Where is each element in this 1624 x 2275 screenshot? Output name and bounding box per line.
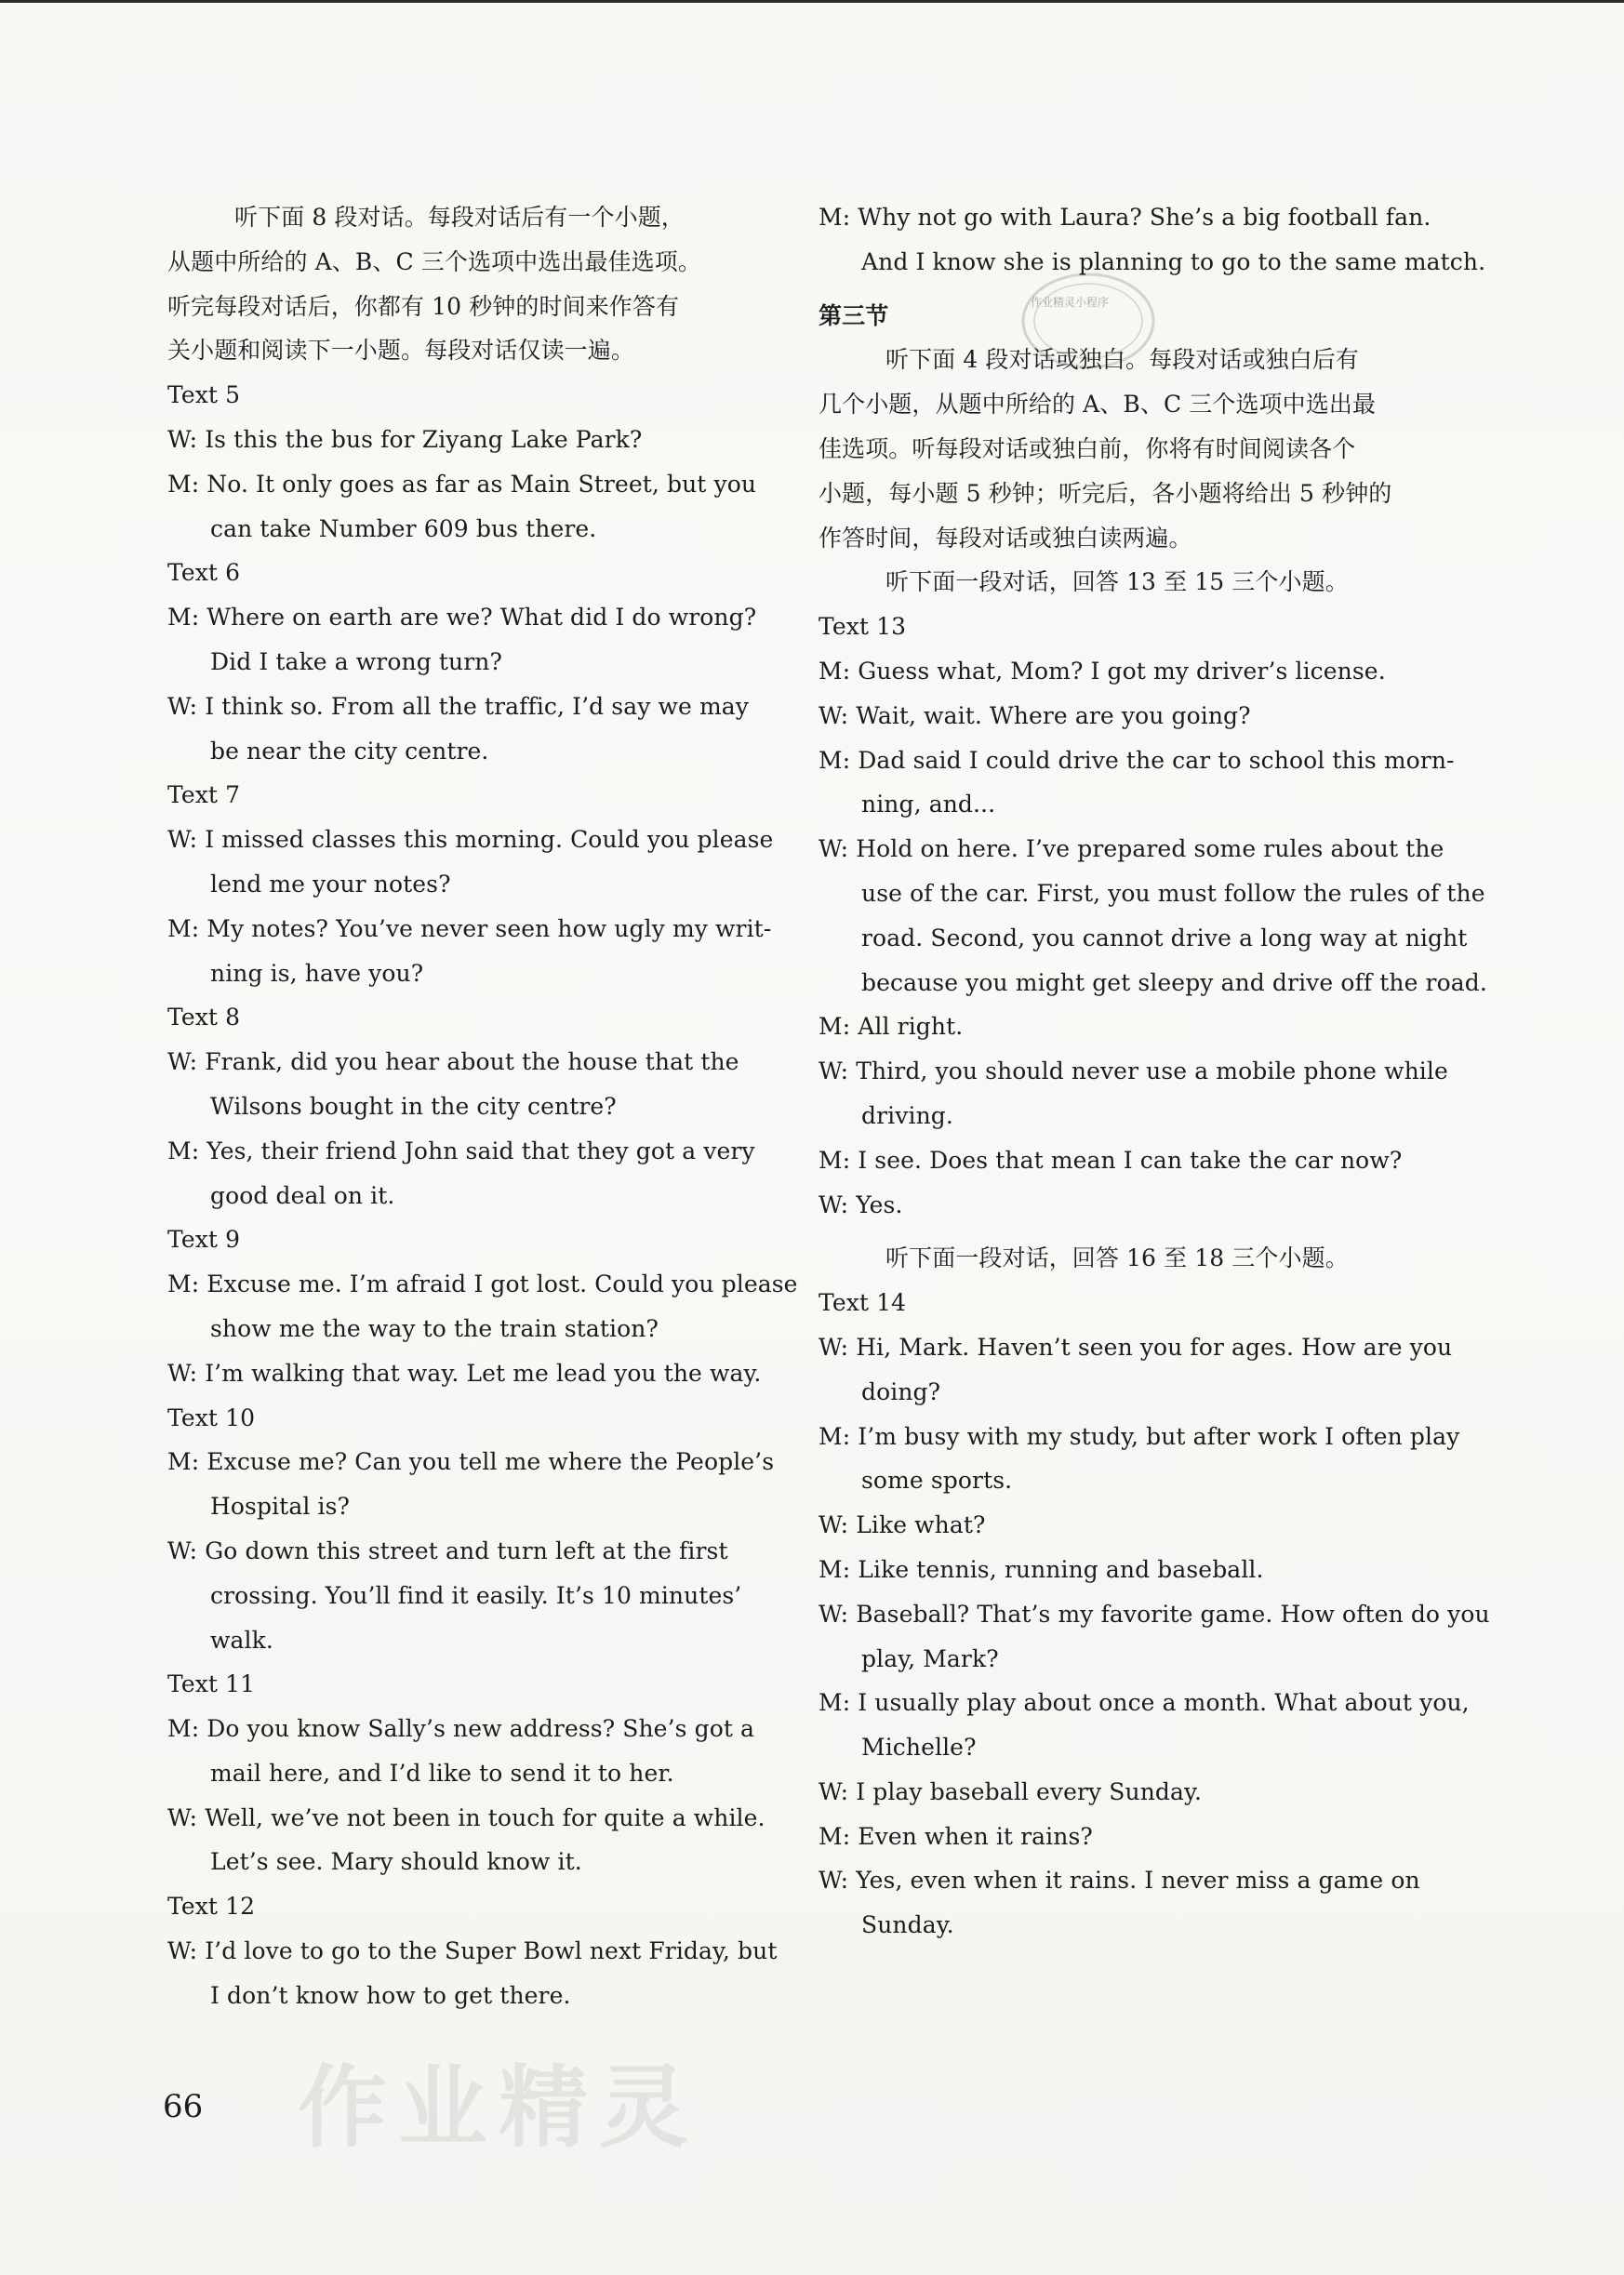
dialogue-line: W: I’d love to go to the Super Bowl next Friday, but — [167, 1937, 778, 1965]
dialogue-line: ning is, have you? — [210, 959, 424, 987]
left-column — [167, 195, 798, 2018]
dialogue-line: M: Excuse me. I’m afraid I got lost. Could you please — [167, 1271, 798, 1298]
dialogue-line: lend me your notes? — [210, 870, 451, 898]
dialogue-line: M: Guess what, Mom? I got my driver’s license. — [819, 657, 1386, 685]
dialogue-line: road. Second, you cannot drive a long way at night — [861, 924, 1468, 951]
text-heading: Text 10 — [167, 1404, 256, 1431]
dialogue-line: Sunday. — [861, 1911, 954, 1939]
text-heading: Text 5 — [167, 381, 241, 409]
dialogue-line: M: Where on earth are we? What did I do wrong? — [167, 604, 757, 632]
dialogue-line: W: Well, we’ve not been in touch for quite a while. — [167, 1803, 765, 1831]
dialogue-line: M: I’m busy with my study, but after work I often play — [819, 1422, 1460, 1450]
dialogue-line: M: My notes? You’ve never seen how ugly my writ- — [167, 914, 772, 942]
dialogue-line: M: Excuse me? Can you tell me where the People’s — [167, 1448, 775, 1476]
dialogue-line: W: I think so. From all the traffic, I’d say we may — [167, 692, 749, 720]
watermark: 作业精灵 — [298, 2055, 699, 2160]
dialogue-line: M: Do you know Sally’s new address? She’s got a — [167, 1715, 755, 1743]
dialogue-line: W: Baseball? That’s my favorite game. How often do you — [819, 1600, 1490, 1628]
text-heading: Text 6 — [167, 559, 241, 587]
dialogue-line: play, Mark? — [861, 1644, 999, 1672]
text-heading: Text 12 — [167, 1893, 256, 1921]
instruction-line: 佳选项。听每段对话或独白前，你将有时间阅读各个 — [819, 434, 1356, 462]
instruction-line: 几个小题，从题中所给的 A、B、C 三个选项中选出最 — [819, 391, 1377, 419]
text-heading: Text 9 — [167, 1226, 241, 1254]
dialogue-line: use of the car. First, you must follow the rules of the — [861, 879, 1485, 907]
dialogue-line: ning, and... — [861, 791, 996, 818]
dialogue-line: W: I missed classes this morning. Could you please — [167, 826, 774, 854]
section-heading: 第三节 — [819, 301, 889, 329]
text-heading: Text 13 — [819, 613, 907, 641]
dialogue-line: W: Is this the bus for Ziyang Lake Park? — [167, 425, 643, 453]
dialogue-line: W: Hi, Mark. Haven’t seen you for ages. How are you — [819, 1333, 1453, 1361]
dialogue-line: show me the way to the train station? — [210, 1314, 659, 1342]
instruction-line: 听下面 4 段对话或独白。每段对话或独白后有 — [885, 346, 1360, 374]
instruction-line: 作答时间，每段对话或独白读两遍。 — [819, 524, 1192, 552]
instruction-line: 听下面一段对话，回答 13 至 15 三个小题。 — [885, 568, 1349, 596]
dialogue-line: W: Frank, did you hear about the house that the — [167, 1048, 739, 1076]
dialogue-line: M: No. It only goes as far as Main Street, but you — [167, 470, 757, 498]
dialogue-line: W: I’m walking that way. Let me lead you the way. — [167, 1359, 762, 1387]
dialogue-line: M: I see. Does that mean I can take the car now? — [819, 1146, 1403, 1174]
stamp-seal-text: 作业精灵小程序 — [1031, 296, 1110, 309]
dialogue-line: Let’s see. Mary should know it. — [210, 1848, 582, 1876]
dialogue-line: Wilsons bought in the city centre? — [210, 1092, 617, 1120]
instruction-line: 小题，每小题 5 秒钟；听完后，各小题将给出 5 秒钟的 — [819, 479, 1392, 507]
dialogue-line: W: Third, you should never use a mobile phone while — [819, 1058, 1448, 1085]
instruction-line: 听下面 8 段对话。每段对话后有一个小题， — [234, 204, 685, 231]
dialogue-line: be near the city centre. — [210, 737, 489, 765]
dialogue-line: walk. — [210, 1626, 273, 1654]
dialogue-line: W: I play baseball every Sunday. — [819, 1777, 1202, 1805]
dialogue-line: because you might get sleepy and drive off the road. — [861, 968, 1487, 996]
instruction-line: 听下面一段对话，回答 16 至 18 三个小题。 — [885, 1244, 1349, 1272]
dialogue-line: good deal on it. — [210, 1181, 395, 1209]
dialogue-line: Michelle? — [861, 1734, 977, 1762]
text-heading: Text 7 — [167, 781, 241, 809]
dialogue-line: Hospital is? — [210, 1493, 351, 1521]
dialogue-line: M: I usually play about once a month. What about you, — [819, 1689, 1470, 1717]
text-heading: Text 11 — [167, 1670, 256, 1698]
dialogue-line: driving. — [861, 1101, 953, 1129]
dialogue-line: M: All right. — [819, 1013, 964, 1041]
dialogue-line: W: Yes, even when it rains. I never miss a game on — [819, 1867, 1420, 1895]
top-border-rule — [0, 0, 1624, 3]
dialogue-line: M: Yes, their friend John said that they got a very — [167, 1137, 755, 1164]
dialogue-line: W: Wait, wait. Where are you going? — [819, 701, 1251, 729]
dialogue-line: W: Hold on here. I’ve prepared some rules about the — [819, 835, 1444, 863]
dialogue-line: W: Go down this street and turn left at the first — [167, 1537, 728, 1564]
text-heading: Text 8 — [167, 1004, 241, 1031]
dialogue-line: crossing. You’ll find it easily. It’s 10 minutes’ — [210, 1581, 742, 1609]
right-column — [819, 195, 1490, 1948]
dialogue-line: W: Yes. — [819, 1191, 903, 1218]
dialogue-line: M: Why not go with Laura? She’s a big football fan. — [819, 204, 1431, 231]
instruction-line: 关小题和阅读下一小题。每段对话仅读一遍。 — [167, 337, 635, 365]
dialogue-line: Did I take a wrong turn? — [210, 647, 502, 675]
dialogue-line: W: Like what? — [819, 1511, 986, 1539]
instruction-line: 从题中所给的 A、B、C 三个选项中选出最佳选项。 — [167, 247, 701, 275]
dialogue-line: M: Even when it rains? — [819, 1822, 1093, 1850]
instruction-line: 听完每段对话后，你都有 10 秒钟的时间来作答有 — [167, 292, 680, 320]
dialogue-line: mail here, and I’d like to send it to her. — [210, 1759, 674, 1787]
dialogue-line: M: Dad said I could drive the car to school this morn- — [819, 746, 1455, 774]
dialogue-line: And I know she is planning to go to the same match. — [861, 247, 1486, 275]
dialogue-line: doing? — [861, 1377, 941, 1405]
dialogue-line: I don’t know how to get there. — [210, 1981, 571, 2009]
dialogue-line: some sports. — [861, 1467, 1013, 1495]
text-heading: Text 14 — [819, 1289, 907, 1317]
dialogue-line: M: Like tennis, running and baseball. — [819, 1555, 1264, 1583]
page-number: 66 — [163, 2088, 204, 2125]
dialogue-line: can take Number 609 bus there. — [210, 514, 597, 542]
